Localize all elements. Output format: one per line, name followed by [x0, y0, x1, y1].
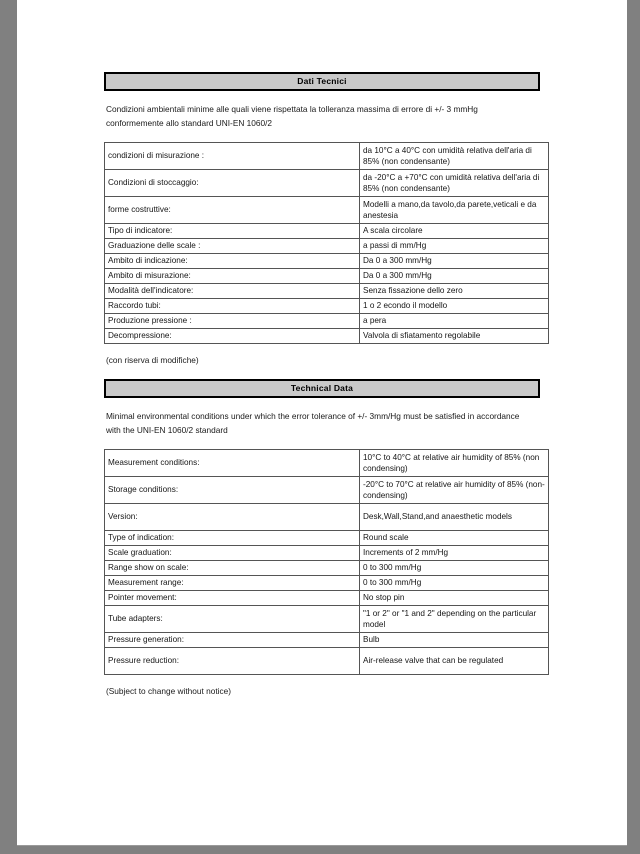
spec-value: a passi di mm/Hg: [360, 239, 549, 254]
spec-value: 0 to 300 mm/Hg: [360, 576, 549, 591]
table-row: [105, 143, 549, 170]
footnote-english: (Subject to change without notice): [106, 686, 231, 696]
spec-value: Valvola di sfiatamento regolabile: [360, 329, 549, 344]
spec-value: A scala circolare: [360, 224, 549, 239]
section-spacer: [104, 365, 540, 379]
spec-label: Range show on scale:: [105, 561, 360, 576]
spec-label: Measurement conditions:: [105, 450, 360, 477]
spec-label: Raccordo tubi:: [105, 299, 360, 314]
table-row: [105, 504, 549, 531]
spec-label: Scale graduation:: [105, 546, 360, 561]
spec-label: Measurement range:: [105, 576, 360, 591]
spec-table-italian: [104, 142, 549, 344]
spec-value: Senza fissazione dello zero: [360, 284, 549, 299]
table-row: [105, 269, 549, 284]
spec-value: 10°C to 40°C at relative air humidity of 85% (non condensing): [360, 450, 549, 477]
spec-value: No stop pin: [360, 591, 549, 606]
table-row: [105, 576, 549, 591]
table-row: [105, 606, 549, 633]
spec-label: Tipo di indicatore:: [105, 224, 360, 239]
spec-label: Graduazione delle scale :: [105, 239, 360, 254]
spec-label: Pressure generation:: [105, 633, 360, 648]
spec-value: da 10°C a 40°C con umidità relativa dell'aria di 85% (non condensante): [360, 143, 549, 170]
table-row: [105, 561, 549, 576]
table-row: [105, 648, 549, 675]
spec-label: Storage conditions:: [105, 477, 360, 504]
table-row: [105, 197, 549, 224]
table-row: [105, 633, 549, 648]
spec-label: Condizioni di stoccaggio:: [105, 170, 360, 197]
table-row: [105, 477, 549, 504]
spec-label: Modalità dell'indicatore:: [105, 284, 360, 299]
spec-value: Air-release valve that can be regulated: [360, 648, 549, 675]
table-row: [105, 546, 549, 561]
spec-value: "1 or 2" or "1 and 2" depending on the particular model: [360, 606, 549, 633]
spec-value: Increments of 2 mm/Hg: [360, 546, 549, 561]
spec-label: forme costruttive:: [105, 197, 360, 224]
table-row: [105, 254, 549, 269]
section-intro-italian: Condizioni ambientali minime alle quali viene rispettata la tolleranza massima di errore di +/- 3 mmHg conformemente allo standard UNI-EN 1060/2: [106, 104, 478, 128]
table-row: [105, 450, 549, 477]
table-row: [105, 314, 549, 329]
section-intro-english: Minimal environmental conditions under which the error tolerance of +/- 3mm/Hg must be satisfied in accordance with the UNI-EN 1060/2 standard: [106, 411, 520, 435]
section-header-technical-data: Technical Data: [104, 379, 540, 398]
spec-label: Tube adapters:: [105, 606, 360, 633]
spec-label: Version:: [105, 504, 360, 531]
spec-label: Ambito di misurazione:: [105, 269, 360, 284]
spec-value: Da 0 a 300 mm/Hg: [360, 269, 549, 284]
spec-value: da -20°C a +70°C con umidità relativa dell'aria di 85% (non condensante): [360, 170, 549, 197]
table-row: [105, 170, 549, 197]
spec-label: Pressure reduction:: [105, 648, 360, 675]
table-row: [105, 591, 549, 606]
spec-value: Da 0 a 300 mm/Hg: [360, 254, 549, 269]
table-row: [105, 239, 549, 254]
spec-value: -20°C to 70°C at relative air humidity of 85% (non-condensing): [360, 477, 549, 504]
spec-value: 0 to 300 mm/Hg: [360, 561, 549, 576]
table-row: [105, 329, 549, 344]
spec-value: Bulb: [360, 633, 549, 648]
table-row: [105, 531, 549, 546]
table-row: [105, 224, 549, 239]
table-row: [105, 299, 549, 314]
footnote-italian: (con riserva di modifiche): [106, 355, 199, 365]
spec-label: Pointer movement:: [105, 591, 360, 606]
spec-value: Round scale: [360, 531, 549, 546]
document-page: [17, 0, 627, 846]
spec-value: Modelli a mano,da tavolo,da parete,veticali e da anestesia: [360, 197, 549, 224]
spec-label: Decompressione:: [105, 329, 360, 344]
spec-label: Ambito di indicazione:: [105, 254, 360, 269]
spec-value: Desk,Wall,Stand,and anaesthetic models: [360, 504, 549, 531]
document-content: [104, 0, 545, 696]
spec-table-english: [104, 449, 549, 675]
spec-label: condizioni di misurazione :: [105, 143, 360, 170]
section-header-dati-tecnici: Dati Tecnici: [104, 72, 540, 91]
spec-label: Produzione pressione :: [105, 314, 360, 329]
spec-value: a pera: [360, 314, 549, 329]
spec-label: Type of indication:: [105, 531, 360, 546]
spec-value: 1 o 2 econdo il modello: [360, 299, 549, 314]
table-row: [105, 284, 549, 299]
